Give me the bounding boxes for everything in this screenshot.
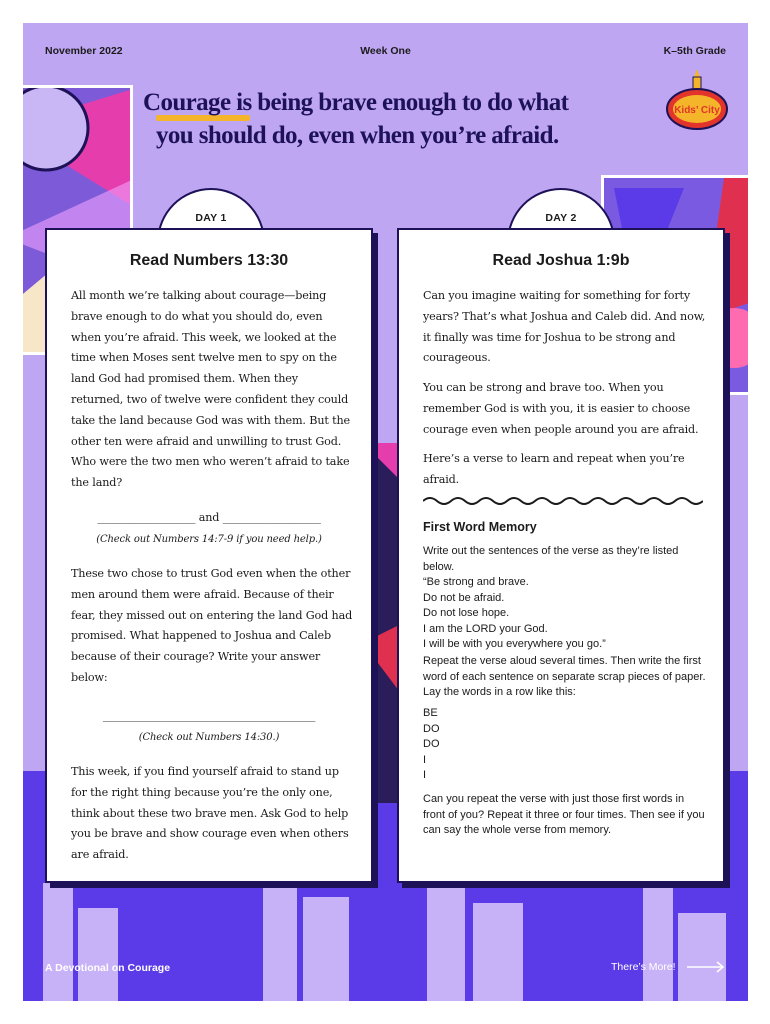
kids-city-logo xyxy=(663,67,731,133)
headline-line-2: you should do, even when you’re afraid. xyxy=(156,122,559,149)
day2-paragraph-2: You can be strong and brave too. When you remember God is with you, it is easier to choose courage even when people around you are afraid. xyxy=(423,381,699,436)
day1-title: Read Numbers 13:30 xyxy=(129,252,289,269)
first-word: I xyxy=(423,769,427,781)
verse-line: I will be with you everywhere you go.” xyxy=(423,638,606,650)
first-word: DO xyxy=(423,722,440,735)
first-word: I xyxy=(423,753,427,766)
final-instructions: Can you repeat the verse with just those first words in front of you? Repeat it three or four times. Then see if you can say the whole verse from memory. xyxy=(423,793,705,836)
day1-paragraph-3: This week, if you find yourself afraid to stand up for the right thing because you’re the only one, think about these two brave men. Ask God to help you be brave and show courage even when others are afraid. xyxy=(71,765,349,862)
first-words-list xyxy=(423,706,523,784)
verse-lines xyxy=(423,575,707,653)
day2-title: Read Joshua 1:9b xyxy=(492,252,630,269)
day1-hint-2: (Check out Numbers 14:30.) xyxy=(138,732,280,743)
memory-intro: Write out the sentences of the verse as they’re listed below. xyxy=(423,545,679,573)
first-word: DO xyxy=(423,738,440,750)
day1-hint-1: (Check out Numbers 14:7-9 if you need help.) xyxy=(96,534,322,545)
day1-paragraph-2: These two chose to trust God even when the other men around them were afraid. Because of their fear, they missed out on entering the land God had promised. What happened to Joshua and Caleb because of their courage? Write your answer below: xyxy=(71,567,353,684)
verse-line: “Be strong and brave. xyxy=(423,576,529,588)
issue-date: November 2022 xyxy=(45,45,123,57)
day1-card xyxy=(45,228,373,883)
city-skyline-graphic xyxy=(23,863,748,1001)
first-word: BE xyxy=(423,707,438,719)
repeat-instructions: Repeat the verse aloud several times. Then write the first word of each sentence on separate scrap pieces of paper. Lay the words in a row like this: xyxy=(423,655,706,698)
more-link[interactable]: There’s More! xyxy=(611,961,676,973)
logo-wordmark: Kids’ City xyxy=(674,105,720,116)
page-headline xyxy=(143,86,623,152)
day2-paragraph-1: Can you imagine waiting for something for forty years? That’s what Joshua and Caleb did. And now, it finally was time for Joshua to be strong and courageous. xyxy=(423,289,706,365)
day2-tab-label: DAY 2 xyxy=(545,212,577,224)
verse-line: I am the LORD your God. xyxy=(423,622,548,635)
day2-paragraph-3: Here’s a verse to learn and repeat when you’re afraid. xyxy=(423,452,685,486)
day1-answer-blank-2: _______________________________________ xyxy=(102,709,316,722)
week-label: Week One xyxy=(360,45,411,57)
memory-activity-title: First Word Memory xyxy=(423,520,537,534)
day2-card xyxy=(397,228,725,883)
footer-series-title: A Devotional on Courage xyxy=(45,962,171,974)
verse-line: Do not be afraid. xyxy=(423,591,505,604)
grade-label: K–5th Grade xyxy=(663,45,726,57)
day1-tab-label: DAY 1 xyxy=(195,212,227,224)
arrow-right-icon[interactable] xyxy=(687,960,727,974)
day1-paragraph-1: All month we’re talking about courage—being brave enough to do what you should do, even when you’re afraid. This week, we looked at the time when Moses sent twelve men to spy on the land God had promised them. When they returned, two of twelve were confident they could take the land because God was with them. But the other ten were afraid and unwilling to trust God. Who were the two men who weren’t afraid to take the land? xyxy=(71,289,350,490)
verse-line: Do not lose hope. xyxy=(423,607,510,619)
devotional-page xyxy=(23,23,748,1001)
wavy-divider xyxy=(423,495,703,507)
day1-answer-blank-1: __________________ and __________________ xyxy=(97,511,321,524)
headline-line-1: Courage is being brave enough to do what xyxy=(143,89,569,116)
